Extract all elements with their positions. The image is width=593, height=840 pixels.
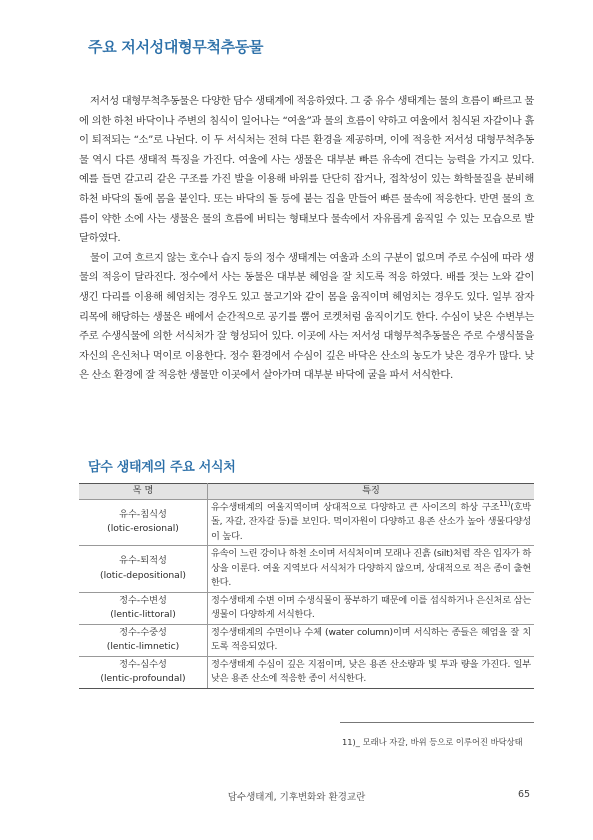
table-title: 담수 생태계의 주요 서식처 (88, 460, 236, 475)
habitat-feature-cell (208, 499, 535, 546)
habitat-name-cell (79, 656, 208, 688)
body-text (79, 92, 534, 386)
footnote-divider (340, 722, 534, 723)
habitat-name-ko: 정수-수변성 (119, 594, 167, 606)
table-row (79, 624, 534, 656)
column-header-name: 목 명 (79, 484, 208, 500)
habitat-name-cell (79, 624, 208, 656)
habitat-name-cell (79, 546, 208, 593)
habitat-feature: 유수생태계의 여울지역이며 상대적으로 다양하고 큰 사이즈의 하상 구조 (211, 501, 500, 513)
habitat-name-en: (lotic-erosional) (107, 523, 179, 535)
habitat-name-en: (lentic-littoral) (110, 609, 176, 620)
habitat-name-en: (lentic-profoundal) (100, 673, 186, 684)
habitat-name-cell (79, 499, 208, 546)
table-row (79, 546, 534, 593)
footnote: 11)_ 모래나 자갈, 바위 등으로 이루어진 바닥상태 (342, 737, 523, 747)
footer-title: 담수생태계, 기후변화와 환경교란 (227, 792, 366, 803)
page-number: 65 (518, 789, 531, 800)
paragraph: 물이 고여 흐르지 않는 호수나 습지 등의 정수 생태계는 여울과 소의 구분이 없으며 주로 수심에 따라 생물의 적응이 달라진다. 정수에서 사는 동물은 대부분 헤엄을 잘 치도록 적응 하였다. 배를 젓는 노와 같이 생긴 다리를 이용해 헤엄치는 경우도 있고 물고기와 같이 몸을 움직이며 헤엄치는 경우도 있다. 일부 잠자리목에 해당하는 생물은 배에서 순간적으로 공기를 뿜어 로켓처럼 움직이기도 한다. 수심이 낮은 수변부는 주로 수생식물에 의한 서식처가 잘 형성되어 있다. 이곳에 사는 저서성 대형무척추동물은 주로 수생식물을 자신의 은신처나 먹이로 이용한다. 정수 환경에서 수심이 깊은 바닥은 산소의 농도가 낮은 경우가 많다. 낮은 산소 환경에 잘 적응한 생물만 이곳에서 살아가며 대부분 바닥에 굴을 파서 서식한다. (79, 251, 534, 382)
habitat-table (79, 483, 534, 689)
table-row (79, 656, 534, 688)
section-title: 주요 저서성대형무척추동물 (88, 38, 264, 56)
habitat-feature-cell: 정수생태계의 수면이나 수체 (water column)이며 서식하는 종들은 헤엄을 잘 치도록 적응되었다. (208, 624, 535, 656)
habitat-name-cell (79, 592, 208, 624)
habitat-name-en: (lotic-depositional) (100, 569, 186, 581)
paragraph: 저서성 대형무척추동물은 다양한 담수 생태계에 적응하였다. 그 중 유수 생태계는 물의 흐름이 빠르고 물에 의한 하천 바닥이나 주변의 침식이 일어나는 “여울”과 물의 흐름이 약하고 여울에서 침식된 자갈이나 흙이 퇴적되는 “소”로 나뉜다. 이 두 서식처는 전혀 다른 환경을 제공하며, 이에 적응한 저서성 대형무척추동물 역시 다른 생태적 특징을 가진다. 여울에 사는 생물은 대부분 빠른 유속에 견디는 능력을 가지고 있다. 예를 들면 갈고리 같은 구조를 가진 발을 이용해 바위를 단단히 잡거나, 접착성이 있는 화학물질을 분비해 하천 바닥의 돌에 몸을 붙인다. 또는 바닥의 돌 등에 붙는 집을 만들어 빠른 물속에 적응한다. 반면 물의 흐름이 약한 소에 사는 생물은 물의 흐름에 버티는 형태보다 물속에서 자유롭게 움직일 수 있는 모습으로 발달하였다. (79, 95, 534, 245)
habitat-name-ko: 정수-수중성 (119, 626, 167, 638)
habitat-name-en: (lentic-limnetic) (106, 641, 180, 652)
footnote-ref[interactable]: 11) (499, 499, 511, 508)
habitat-name-ko: 유수-퇴적성 (119, 555, 167, 567)
habitat-feature-cont: (호박돌, 자갈, 잔자갈 등)를 보인다. 먹이자원이 다양하고 용존 산소가 높아 생물다양성이 높다. (211, 501, 531, 542)
column-header-feature: 특징 (208, 484, 535, 500)
table-row (79, 592, 534, 624)
habitat-feature-cell: 유속이 느린 강이나 하천 소이며 서식처이며 모래나 진흙 (silt)처럼 작은 입자가 하상을 이룬다. 여울 지역보다 서식처가 다양하지 않으며, 상대적으로 적은 종이 출현한다. (208, 546, 535, 593)
habitat-feature-cell: 정수생태계 수변 이며 수생식물이 풍부하기 때문에 이를 섭식하거나 은신처로 삼는 생물이 다양하게 서식한다. (208, 592, 535, 624)
table-header-row (79, 484, 534, 500)
habitat-feature-cell: 정수생태계 수심이 깊은 지점이며, 낮은 용존 산소량과 빛 투과 량을 가진다. 일부 낮은 용존 산소에 적응한 종이 서식한다. (208, 656, 535, 688)
table-row (79, 499, 534, 546)
habitat-name-ko: 정수-심수성 (119, 658, 167, 670)
habitat-name-ko: 유수-침식성 (119, 508, 167, 520)
